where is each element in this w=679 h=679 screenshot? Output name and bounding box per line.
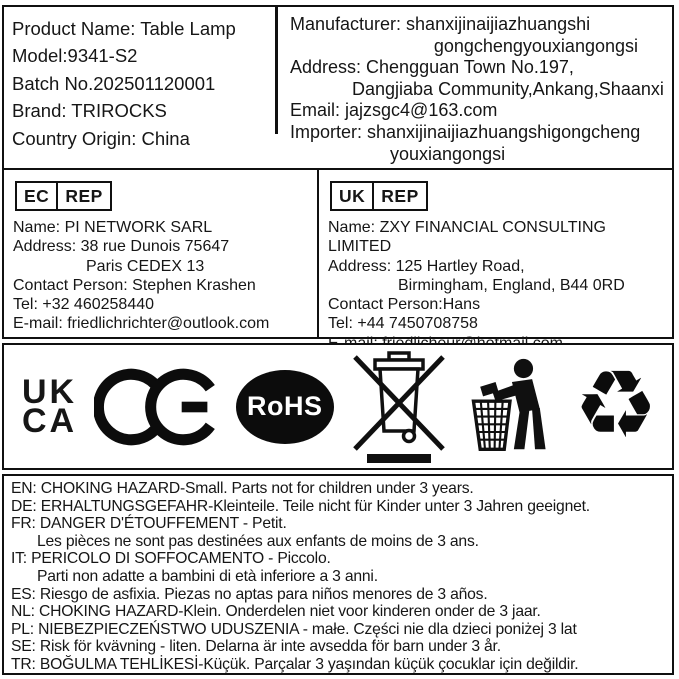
- uk-rep-address1: Address: 125 Hartley Road,: [328, 257, 525, 275]
- warning-nl: NL: CHOKING HAZARD-Klein. Onderdelen niet voor kinderen onder de 3 jaar.: [11, 603, 541, 621]
- uk-rep-name: Name: ZXY FINANCIAL CONSULTING LIMITED: [328, 219, 606, 256]
- top-box-divider: [275, 7, 278, 134]
- ukca-mark: [18, 372, 78, 440]
- ec-rep-badge-right: REP: [65, 185, 103, 206]
- warning-fr: FR: DANGER D'ÉTOUFFEMENT - Petit.: [11, 515, 287, 533]
- product-batch: Batch No.202501120001: [12, 72, 216, 94]
- product-brand: Brand: TRIROCKS: [12, 100, 167, 122]
- warning-tr: TR: BOĞULMA TEHLİKESİ-Küçük. Parçalar 3 yaşından küçük çocuklar için değildir.: [11, 655, 579, 673]
- uk-rep-badge: [330, 181, 428, 212]
- warning-fr-continued: Les pièces ne sont pas destinées aux enfants de moins de 3 ans.: [37, 532, 479, 550]
- product-name: Product Name: Table Lamp: [12, 18, 236, 39]
- ec-rep-email: E-mail: friedlichrichter@outlook.com: [13, 315, 270, 333]
- uk-rep-address2: Birmingham, England, B44 0RD: [398, 276, 625, 294]
- ce-mark-icon: [94, 366, 218, 448]
- ukca-mark-top: UK: [22, 372, 78, 411]
- tidyman-icon: [464, 357, 556, 457]
- warning-es: ES: Riesgo de asfixia. Piezas no aptas para niños menores de 3 años.: [11, 585, 488, 603]
- ec-rep-address2: Paris CEDEX 13: [86, 257, 205, 275]
- manufacturer-info-cell: [284, 7, 672, 168]
- uk-rep-badge-left: UK: [332, 183, 374, 210]
- recycle-icon: [573, 351, 658, 461]
- weee-bin-icon: [351, 351, 447, 463]
- uk-rep-badge-right: REP: [381, 185, 419, 206]
- product-origin: Country Origin: China: [12, 127, 190, 149]
- manufacturer-line1: Manufacturer: shanxijinaijiazhuangshi: [290, 14, 591, 34]
- ec-rep-contact: Contact Person: Stephen Krashen: [13, 276, 256, 294]
- ec-rep-address1: Address: 38 rue Dunois 75647: [13, 238, 230, 256]
- warning-it-continued: Parti non adatte a bambini di età inferiore a 3 anni.: [37, 567, 378, 585]
- certification-marks-row: [2, 343, 674, 470]
- product-model: Model:9341-S2: [12, 45, 138, 67]
- ec-rep-tel: Tel: +32 460258440: [13, 296, 155, 314]
- recycle-glyph: ♻: [573, 351, 658, 461]
- manufacturer-email: Email: jajzsgc4@163.com: [290, 100, 498, 121]
- manufacturer-line2: gongchengyouxiangongsi: [433, 35, 638, 56]
- ec-rep-badge-left: EC: [17, 183, 58, 210]
- uk-rep-tel: Tel: +44 7450708758: [328, 315, 478, 333]
- warning-it: IT: PERICOLO DI SOFFOCAMENTO - Piccolo.: [11, 550, 331, 568]
- representatives-box: [2, 168, 674, 339]
- ec-rep-section: [4, 170, 319, 337]
- warning-de: DE: ERHALTUNGSGEFAHR-Kleinteile. Teile nicht für Kinder unter 3 Jahren geeignet.: [11, 497, 590, 515]
- ukca-mark-bottom: CA: [22, 401, 78, 440]
- rohs-mark-label: RoHS: [246, 391, 323, 421]
- importer-line2: youxiangongsi: [390, 143, 506, 164]
- top-info-box: [2, 5, 674, 170]
- uk-rep-contact: Contact Person:Hans: [328, 296, 481, 314]
- ec-rep-name: Name: PI NETWORK SARL: [13, 219, 213, 236]
- uk-rep-section: [319, 170, 672, 337]
- importer-line1: Importer: shanxijinaijiazhuangshigongcheng: [290, 121, 641, 142]
- ec-rep-badge: [15, 181, 112, 212]
- rohs-mark: [236, 370, 334, 444]
- safety-warnings-box: [2, 474, 674, 675]
- manufacturer-address1: Address: Chengguan Town No.197,: [290, 57, 574, 78]
- product-info-cell: [4, 7, 284, 168]
- warning-pl: PL: NIEBEZPIECZEŃSTWO UDUSZENIA - małe. Części nie dla dzieci poniżej 3 lat: [11, 620, 577, 638]
- manufacturer-address2: Dangjiaba Community,Ankang,Shaanxi: [352, 78, 664, 99]
- warning-en: EN: CHOKING HAZARD-Small. Parts not for children under 3 years.: [11, 480, 474, 497]
- warning-se: SE: Risk för kvävning - liten. Delarna är inte avsedda för barn under 3 år.: [11, 638, 501, 656]
